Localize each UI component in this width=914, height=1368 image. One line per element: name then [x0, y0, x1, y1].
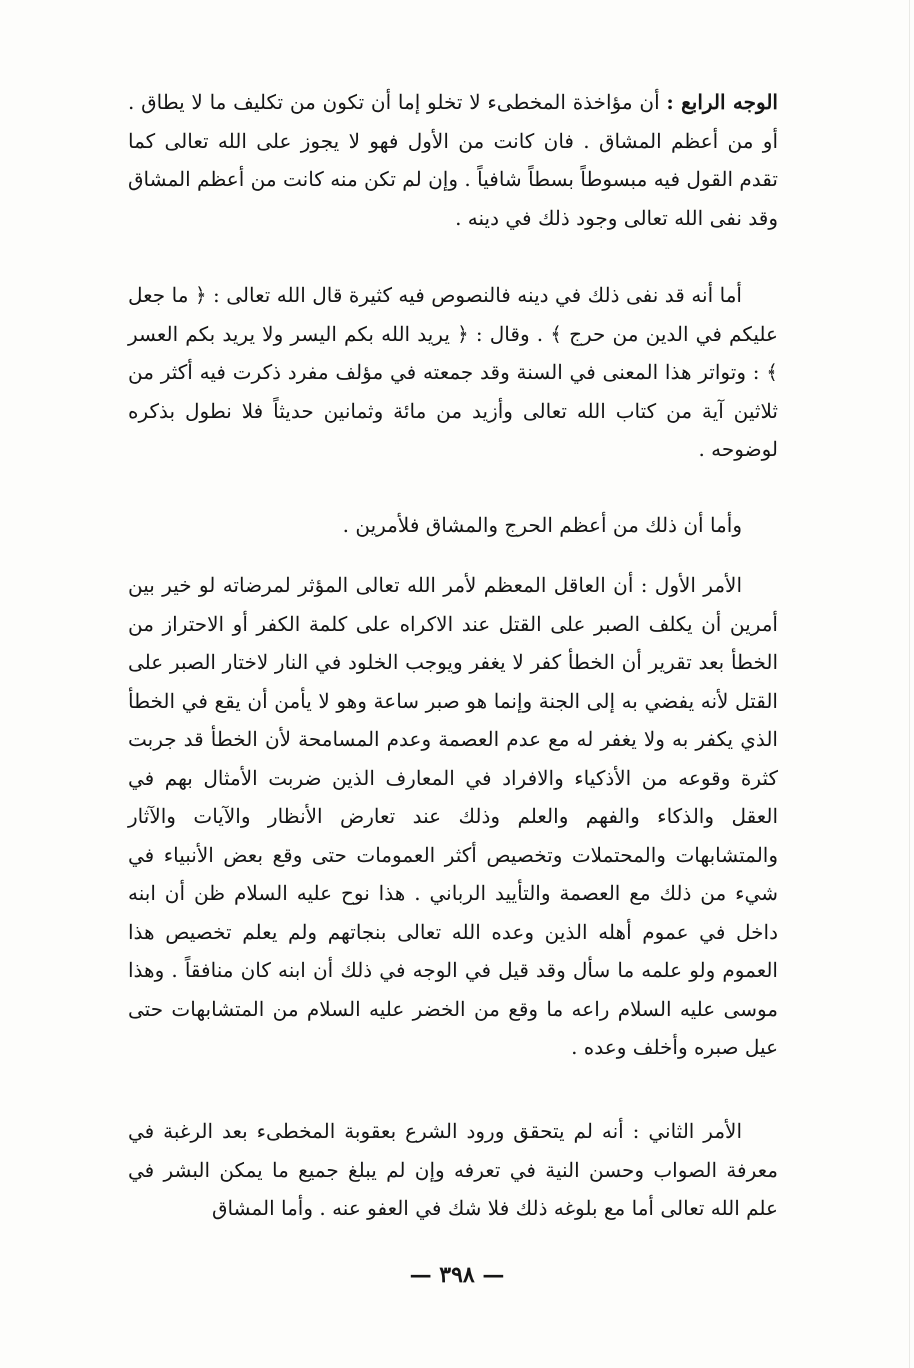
- paragraph-lead: الوجه الرابع :: [666, 90, 778, 114]
- paragraph-fourth-aspect: [128, 83, 778, 237]
- paragraph-text: الأمر الثاني : أنه لم يتحقق ورود الشرع بعقوبة المخطىء بعد الرغبة في معرفة الصواب وحسن النية في تعرفه وإن لم يبلغ جميع ما يمكن البشر في علم الله تعالى أما مع بلوغه ذلك فلا شك في العفو عنه . وأما المشاق: [128, 1119, 779, 1220]
- paragraph-text: أما أنه قد نفى ذلك في دينه فالنصوص فيه كثيرة قال الله تعالى : ﴿ ما جعل عليكم في الدين من حرج ﴾ . وقال : ﴿ يريد الله بكم اليسر ولا يريد بكم العسر ﴾ : وتواتر هذا المعنى في السنة وقد جمعته في مؤلف مفرد ذكرت فيه أكثر من ثلاثين آية من كتاب الله تعالى وأزيد من مائة وثمانين حديثاً فلا نطول بذكره لوضوحه .: [128, 283, 778, 461]
- paragraph-text: أن مؤاخذة المخطىء لا تخلو إما أن تكون من تكليف ما لا يطاق . أو من أعظم المشاق . فان كانت من الأول فهو لا يجوز على الله تعالى كما تقدم القول فيه مبسوطاً بسطاً شافياً . وإن لم تكن منه كانت من أعظم المشاق وقد نفى الله تعالى وجود ذلك في دينه .: [128, 90, 778, 230]
- paragraph-text: الأمر الأول : أن العاقل المعظم لأمر الله تعالى المؤثر لمرضاته لو خير بين أمرين أن يكلف الصبر على القتل عند الاكراه على كلمة الكفر أو الاحتراز من الخطأ بعد تقرير أن الخطأ كفر لا يغفر ويوجب الخلود في النار لاختار الصبر على القتل لأنه يفضي به إلى الجنة وإنما هو صبر ساعة وهو لا يأمن أن يقع في الخطأ الذي يكفر به ولا يغفر له مع عدم العصمة وعدم المسامحة لأن الخطأ قد جربت كثرة وقوعه من الأذكياء والافراد في المعارف الذين ضربت الأمثال بهم في العقل والذكاء والفهم والعلم وذلك عند تعارض الأنظار والآيات والآثار والمتشابهات والمحتملات وتخصيص أكثر العمومات حتى وقع بعض الأنبياء في شيء من ذلك مع العصمة والتأييد الرباني . هذا نوح عليه السلام ظن أن ابنه داخل في عموم أهله الذين وعده الله تعالى بنجاتهم ولم يعلم تخصيص هذا العموم ولو علمه ما سأل وقد قيل في الوجه في ذلك أن ابنه كان منافقاً . وهذا موسى عليه السلام راعه ما وقع من الخضر عليه السلام من المتشابهات حتى عيل صبره وأخلف وعده .: [128, 573, 778, 1059]
- paragraph-text: وأما أن ذلك من أعظم الحرج والمشاق فلأمرين .: [342, 513, 742, 537]
- paragraph-two-matters-intro: [128, 506, 778, 545]
- scan-edge: [909, 0, 910, 1368]
- page-number: — ٣٩٨ —: [409, 1262, 505, 1288]
- paragraph-second-matter: [128, 1112, 778, 1228]
- paragraph-texts-evidence: [128, 276, 778, 469]
- paragraph-first-matter: [128, 566, 778, 1067]
